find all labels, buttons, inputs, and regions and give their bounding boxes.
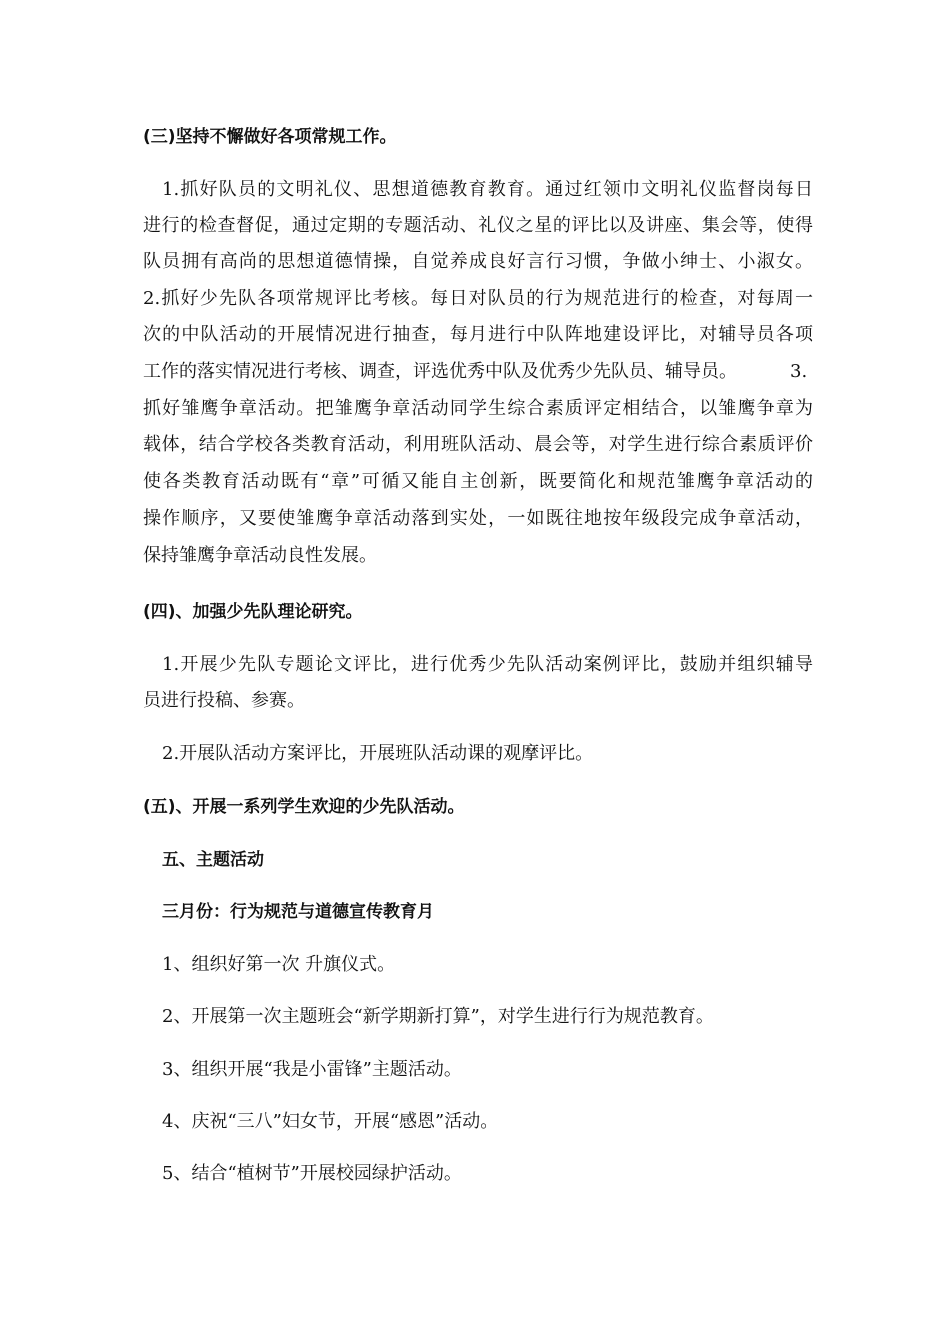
paragraph-line: 操作顺序，又要使雏鹰争章活动落到实处，一如既往地按年级段完成争章活动， bbox=[143, 508, 813, 529]
paragraph-line: 3. bbox=[790, 361, 808, 382]
paragraph-line: 次的中队活动的开展情况进行抽查，每月进行中队阵地建设评比，对辅导员各项 bbox=[143, 324, 813, 345]
paragraph-line: 队员拥有高尚的思想道德情操，自觉养成良好言行习惯，争做小绅士、小淑女。 bbox=[143, 251, 813, 272]
paragraph-line: 员进行投稿、参赛。 bbox=[143, 690, 305, 711]
list-item: 4、庆祝“三八”妇女节，开展“感恩”活动。 bbox=[162, 1111, 499, 1132]
paragraph-line: 1.抓好队员的文明礼仪、思想道德教育教育。通过红领巾文明礼仪监督岗每日 bbox=[162, 179, 813, 200]
paragraph-line: 2.抓好少先队各项常规评比考核。每日对队员的行为规范进行的检查，对每周一 bbox=[143, 288, 813, 309]
section-3-heading: (三)坚持不懈做好各项常规工作。 bbox=[143, 127, 397, 147]
paragraph-line: 2.开展队活动方案评比，开展班队活动课的观摩评比。 bbox=[162, 743, 594, 764]
list-item: 3、组织开展“我是小雷锋”主题活动。 bbox=[162, 1059, 462, 1080]
paragraph-line: 工作的落实情况进行考核、调查，评选优秀中队及优秀少先队员、辅导员。 bbox=[143, 361, 737, 382]
list-item: 1、组织好第一次 升旗仪式。 bbox=[162, 954, 396, 975]
paragraph-line: 载体，结合学校各类教育活动，利用班队活动、晨会等，对学生进行综合素质评价 bbox=[143, 434, 813, 455]
paragraph-line: 抓好雏鹰争章活动。把雏鹰争章活动同学生综合素质评定相结合，以雏鹰争章为 bbox=[143, 398, 813, 419]
paragraph-line: 进行的检查督促，通过定期的专题活动、礼仪之星的评比以及讲座、集会等，使得 bbox=[143, 215, 813, 236]
paragraph-line: 1.开展少先队专题论文评比，进行优秀少先队活动案例评比，鼓励并组织辅导 bbox=[162, 654, 813, 675]
section-4-heading: (四)、加强少先队理论研究。 bbox=[143, 602, 363, 622]
list-item: 2、开展第一次主题班会“新学期新打算”，对学生进行行为规范教育。 bbox=[162, 1006, 714, 1027]
march-theme-heading: 三月份：行为规范与道德宣传教育月 bbox=[162, 902, 434, 922]
section-5-heading: (五)、开展一系列学生欢迎的少先队活动。 bbox=[143, 797, 465, 817]
list-item: 5、结合“植树节”开展校园绿护活动。 bbox=[162, 1163, 462, 1184]
theme-activities-heading: 五、主题活动 bbox=[162, 850, 264, 870]
paragraph-line: 保持雏鹰争章活动良性发展。 bbox=[143, 545, 377, 566]
paragraph-line: 使各类教育活动既有“章”可循又能自主创新，既要简化和规范雏鹰争章活动的 bbox=[143, 471, 813, 492]
